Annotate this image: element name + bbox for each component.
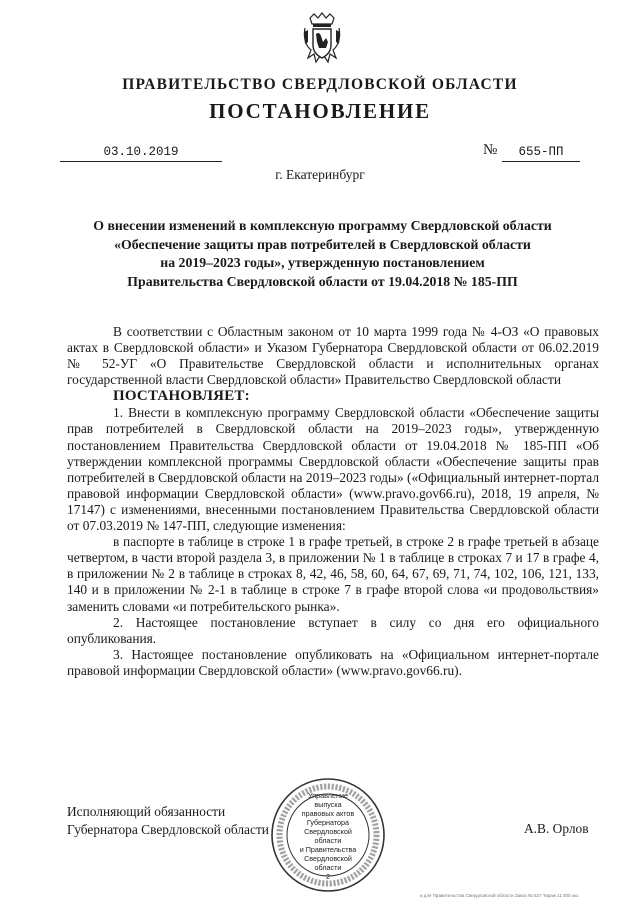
stamp-line: Губернатора (306, 818, 350, 827)
city: г. Екатеринбург (275, 167, 365, 182)
signatory-name: А.В. Орлов (524, 821, 589, 836)
signatory-position-line: Исполняющий обязанности (67, 804, 226, 819)
item-2-paragraph: 2. Настоящее постановление вступает в силу со дня его официального опубликования. (67, 614, 599, 646)
item-3-paragraph: 3. Настоящее постановление опубликовать на «Официальном интернет-портале правовой информации Свердловской области» (www.pravo.gov66.ru). (67, 646, 599, 678)
preamble-paragraph: В соответствии с Областным законом от 10 марта 1999 года № 4-ОЗ «О правовых актах в Свердловской области» и Указом Губернатора Свердловской области от 06.02.2019 № 52-УГ «О Правительстве Свердловской области и исполнительных органах государственной власти Свердловской области» Правительство Свердловской области (67, 324, 599, 388)
document-body (67, 324, 599, 679)
stamp-text (290, 791, 366, 881)
government-name: ПРАВИТЕЛЬСТВО СВЕРДЛОВСКОЙ ОБЛАСТИ (122, 76, 518, 93)
signatory-position (67, 803, 269, 839)
document-number: 655-ПП (502, 144, 580, 162)
item-1-detail-paragraph: в паспорте в таблице в строке 1 в графе третьей, в строке 2 в графе третьей в абзаце четвертом, в части второй раздела 3, в приложении № 1 в таблице в строках 7 и 17 в графе 4, в приложении № 2 в таблице в строках 8, 42, 46, 58, 60, 64, 67, 69, 71, 74, 102, 106, 121, 133, 140 и в приложении № 2-1 в таблице в строке 7 в графе второй слова «и продовольствия» заменить словами «и потребительского рынка». (67, 534, 599, 614)
stamp-line: Свердловской области (304, 827, 352, 845)
stamp-line: 2 (326, 872, 330, 881)
title-line: «Обеспечение защиты прав потребителей в Свердловской области (114, 236, 531, 252)
title-line: О внесении изменений в комплексную программу Свердловской области (93, 218, 552, 233)
title-line: Правительства Свердловской области от 19.04.2018 № 185-ПП (127, 273, 518, 289)
stamp-line: и Правительства (299, 845, 357, 854)
signatory-position-line: Губернатора Свердловской области (67, 822, 269, 837)
stamp-line: Управление (308, 791, 348, 800)
document-title (60, 217, 585, 291)
number-label: № (483, 142, 498, 158)
stamp-line: области (314, 863, 342, 872)
document-date: 03.10.2019 (60, 144, 222, 162)
document-type: ПОСТАНОВЛЕНИЕ (209, 99, 431, 123)
stamp-line: выпуска (314, 800, 342, 809)
title-line: на 2019–2023 годы», утвержденную постановлением (160, 255, 485, 271)
stamp-line: Свердловской (304, 854, 352, 863)
stamp-line: правовых актов (301, 809, 355, 818)
coat-of-arms-icon (302, 12, 342, 64)
item-1-paragraph: 1. Внести в комплексную программу Свердловской области «Обеспечение защиты прав потребителей в Свердловской области на 2019–2023 годы», утвержденную постановлением Правительства Свердловской области от 19.04.2018 № 185-ПП «Об утверждении комплексной программы Свердловской области «Обеспечение защиты прав потребителей в Свердловской области на 2019–2023 годы» («Официальный интернет-портал правовой информации Свердловской области» (www.pravo.gov66.ru), 2018, 19 апреля, № 17147) с изменениями, внесенными постановлением Правительства Свердловской области от 07.03.2019 № 147-ПП, следующие изменения: (67, 405, 599, 534)
print-note: и для Правительства Свердловской области Заказ № 527 Тираж 11 000 экз. (420, 893, 580, 898)
resolve-heading: ПОСТАНОВЛЯЕТ: (113, 388, 250, 405)
